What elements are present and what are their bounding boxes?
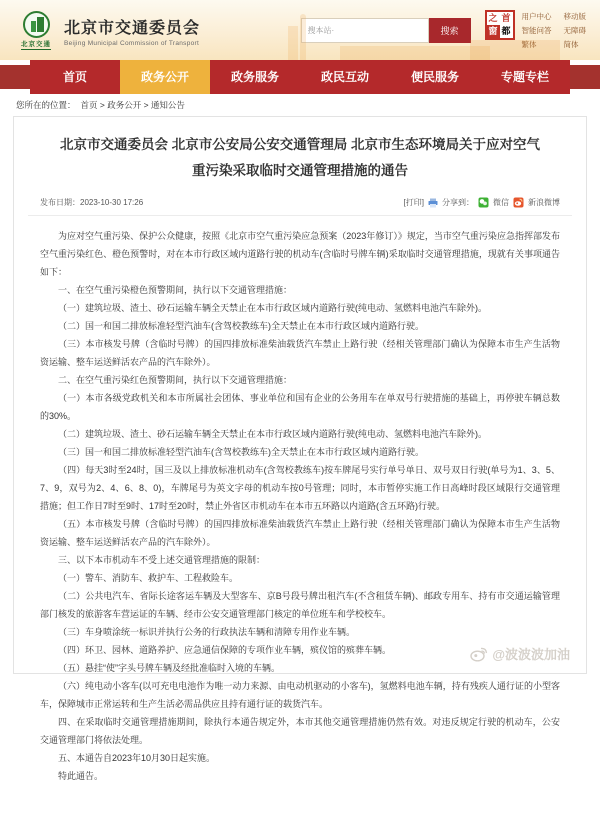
breadcrumb-links — [81, 99, 185, 111]
article-paragraph: 三、以下本市机动车不受上述交通管理措施的限制： — [58, 555, 266, 565]
site-search — [301, 18, 471, 43]
quick-link[interactable]: 用户中心 — [521, 12, 552, 21]
share-weibo-label[interactable]: 新浪微博 — [528, 198, 560, 207]
quick-link[interactable]: 繁体 — [521, 40, 537, 49]
article-paragraph: （三）车身喷涂统一标识并执行公务的行政执法车辆和清障专用作业车辆。 — [58, 627, 356, 637]
article-paragraph: （二）公共电汽车、省际长途客运车辆及大型客车、京B号段号牌出租汽车(不含租赁车辆)、邮政专用车、持有市交通运输管理部门核发的旅游客车营运证的车辆、经市公安交通管理部门核定的单位班车和学校校车。 — [40, 591, 560, 619]
nav-item-label: 首页 — [62, 70, 87, 84]
nav-item[interactable] — [390, 60, 480, 94]
nav-bar — [30, 60, 570, 94]
weibo-watermark-icon — [470, 646, 488, 662]
article-paragraph: （一）警车、消防车、救护车、工程救险车。 — [58, 573, 239, 583]
printer-icon[interactable] — [428, 198, 438, 208]
article-paragraph: 二、在空气重污染红色预警期间，执行以下交通管理措施： — [58, 375, 293, 385]
city-skyline-decoration — [288, 26, 298, 60]
nav-item-label: 政务服务 — [230, 70, 279, 84]
weibo-watermark-text: @波波波加油 — [492, 647, 570, 662]
breadcrumb-link[interactable]: 首页 — [80, 99, 98, 110]
seal-char: 都 — [501, 26, 511, 36]
article-container — [13, 116, 587, 781]
publish-date: 2023-10-30 17:26 — [80, 198, 144, 207]
search-input[interactable] — [301, 18, 429, 43]
print-link[interactable]: [打印] — [403, 198, 424, 207]
nav-item[interactable] — [210, 60, 300, 94]
site-title: 北京市交通委员会 — [64, 19, 201, 37]
article-paragraph: （四）环卫、园林、道路养护、应急通信保障的专项作业车辆，殡仪馆的殡葬车辆。 — [58, 645, 392, 655]
article-paragraph: （五）悬挂“使”字头号牌车辆及经批准临时入境的车辆。 — [58, 663, 280, 673]
breadcrumb-prefix: 您所在的位置： — [16, 99, 76, 110]
article-paragraph: （四）每天3时至24时，国三及以上排放标准机动车(含驾校教练车)按车牌尾号实行单号单日、双号双日行驶(单号为1、3、5、7、9，双号为2、4、6、8、0)，车牌尾号为英文字母的机动车按0号管理；同时，本市暂停实施工作日高峰时段区域限行交通管理措施；但工作日7时至9时、17时至20时，禁止外省区市机动车在本市五环路以内道路(含五环路)行驶。 — [40, 465, 560, 511]
site-subtitle: Beijing Municipal Commission of Transport — [64, 39, 200, 47]
article-paragraph: 五、本通告自2023年10月30日起实施。 — [58, 753, 216, 763]
quick-link[interactable]: 移动版 — [563, 12, 586, 21]
nav-item[interactable] — [120, 60, 210, 94]
site-header — [0, 0, 600, 60]
publish-date-label: 发布日期： — [40, 198, 80, 207]
article-paragraph: （五）本市核发号牌（含临时号牌）的国四排放标准柴油载货汽车禁止上路行驶（经相关管理部门确认为保障本市生产生活物资运输、整车运送鲜活农产品的汽车除外）。 — [40, 519, 560, 547]
article-paragraph: 一、在空气重污染橙色预警期间，执行以下交通管理措施： — [58, 285, 293, 295]
site-logo[interactable] — [14, 11, 200, 50]
city-skyline-decoration — [340, 46, 490, 60]
weibo-icon[interactable] — [513, 197, 524, 208]
nav-item-label: 政务公开 — [140, 70, 189, 84]
article-paragraph: 四、在采取临时交通管理措施期间，除执行本通告规定外，本市其他交通管理措施仍然有效。对违反规定行驶的机动车，公安交通管理部门将依法处理。 — [40, 717, 560, 745]
seal-char: 窗 — [488, 26, 498, 36]
article-paragraph: 为应对空气重污染、保护公众健康，按照《北京市空气重污染应急预案（2023年修订）》规定，当市空气重污染应急指挥部发布空气重污染红色、橙色预警时，对在本市行政区域内道路行驶的机动车(含临时号牌车辆)采取临时交通管理措施，现就有关事项通告如下： — [40, 231, 560, 277]
nav-item[interactable] — [30, 60, 120, 94]
article-paragraph: （二）国一和国二排放标准轻型汽油车(含驾校教练车)全天禁止在本市行政区域内道路行驶。 — [58, 321, 424, 331]
article-paragraph: （二）建筑垃圾、渣土、砂石运输车辆全天禁止在本市行政区域内道路行驶(纯电动、氢燃料电池汽车除外)。 — [58, 429, 487, 439]
seal-char: 之 — [488, 13, 498, 23]
breadcrumb-link[interactable]: > 政务公开 — [98, 100, 142, 110]
breadcrumb-link[interactable]: > 通知公告 — [141, 100, 185, 110]
quick-link[interactable]: 无障碍 — [563, 26, 586, 35]
seal-char: 首 — [501, 13, 511, 23]
nav-item-label: 便民服务 — [410, 70, 459, 84]
transport-emblem-icon — [23, 11, 50, 38]
nav-item-label: 专题专栏 — [500, 70, 549, 84]
nav-item[interactable] — [300, 60, 390, 94]
article-paragraph: （一）本市各级党政机关和本市所属社会团体、事业单位和国有企业的公务用车在单双号行驶措施的基础上，再停驶车辆总数的30%。 — [40, 393, 560, 421]
article-title: 北京市交通委员会 北京市公安局公安交通管理局 北京市生态环境局关于应对空气重污染采取临时交通管理措施的通告 — [59, 137, 540, 178]
article-paragraph: （三）本市核发号牌（含临时号牌）的国四排放标准柴油载货汽车禁止上路行驶（经相关管理部门确认为保障本市生产生活物资运输、整车运送鲜活农产品的汽车除外）。 — [40, 339, 560, 367]
quick-link[interactable]: 简体 — [563, 40, 579, 49]
article-body — [14, 216, 586, 815]
nav-item-label: 政民互动 — [320, 70, 369, 84]
article-meta — [14, 188, 586, 215]
article-paragraph: （六）纯电动小客车(以可充电电池作为唯一动力来源、由电动机驱动的小客车)，氢燃料电池车辆，持有残疾人通行证的小型客车，保障城市正常运转和生产生活必需品供应且持有通行证的载货汽车。 — [40, 681, 560, 709]
quick-link[interactable]: 智能问答 — [521, 26, 552, 35]
header-quick-links — [522, 10, 587, 50]
weibo-watermark — [470, 644, 570, 663]
article-paragraph: 特此通告。 — [58, 771, 104, 781]
article-paragraph: （三）国一和国二排放标准轻型汽油车(含驾校教练车)全天禁止在本市行政区域内道路行驶。 — [58, 447, 424, 457]
search-button[interactable]: 搜索 — [429, 18, 471, 43]
logo-badge-text: 北京交通 — [21, 40, 51, 48]
breadcrumb — [0, 94, 600, 115]
capital-window-seal-icon[interactable] — [485, 10, 515, 40]
nav-item[interactable] — [480, 60, 570, 94]
article-paragraph: （一）建筑垃圾、渣土、砂石运输车辆全天禁止在本市行政区域内道路行驶(纯电动、氢燃料电池汽车除外)。 — [58, 303, 487, 313]
main-navigation — [0, 60, 600, 94]
wechat-icon[interactable] — [478, 197, 489, 208]
share-label: 分享到： — [442, 198, 474, 207]
share-wechat-label[interactable]: 微信 — [493, 198, 509, 207]
